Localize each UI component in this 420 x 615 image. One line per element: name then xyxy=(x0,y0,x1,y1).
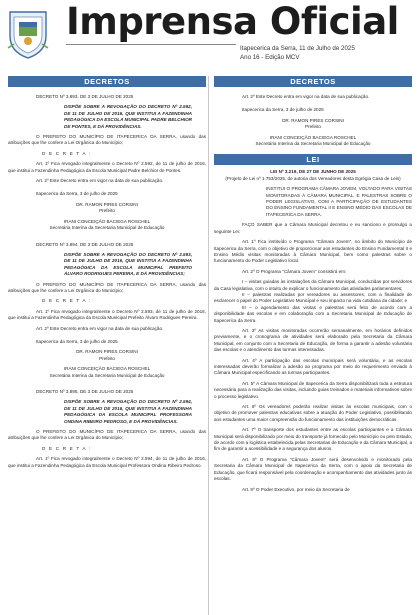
secretary-name: IRANI CONCEIÇÃO BACIEGA ROSCHEL xyxy=(63,218,151,224)
right-column xyxy=(214,76,412,493)
section-header-decretos: DECRETOS xyxy=(8,76,206,87)
secretary-name: IRANI CONCEIÇÃO BACIEGA ROSCHEL xyxy=(269,134,357,140)
mayor-role: Prefeito xyxy=(99,355,115,361)
law-number: LEI Nº 3.219, DE 27 DE JUNHO DE 2025 xyxy=(270,169,356,175)
decree-number: DECRETO Nº 3.894, DE 3 DE JULHO DE 2025 xyxy=(36,241,134,247)
decree-article-2: Art. 2º Este Decreto entra em vigor na data de sua publicação. xyxy=(36,325,164,331)
law-3219 xyxy=(214,169,412,492)
law-item-2: II – palestras realizadas por vereadores ou assessores, com a finalidade de esclarecer o papel do Poder Legislativo Municipal e seu impacto na vida cotidiana da cidade; e xyxy=(214,291,412,304)
law-article-2: Art. 2º O Programa "Câmara Jovem" consistirá em: xyxy=(242,268,347,274)
law-article-8: Art. 8º O Programa "Câmara Jovem" será desenvolvido e monitorado pela Secretaria da Câmara Municipal de Itapecerica da Serra, com o apoio da Secretaria de Educação, que ficará responsável pela coordenação e acompanhamento das atividades junto às escolas. xyxy=(214,456,412,482)
secretary-role: Secretária Interina da Secretaria Municipal de Educação xyxy=(49,225,165,231)
decree-date: Itapecerica da Serra, 3 de julho de 2025 xyxy=(242,107,324,113)
law-article-1: Art. 1º Fica instituído o Programa "Câmara Jovem", no âmbito do Município de Itapecerica da Serra, com o objetivo de proporcionar aos estudantes do Ensino Fundamental II e Ensino Médio visitas monitoradas à Câmara Municipal, bem como palestras sobre o funcionamento do Poder Legislativo local. xyxy=(214,239,412,264)
edition-number: Ano 16 - Edição MCV xyxy=(240,54,300,61)
mayor-role: Prefeito xyxy=(99,208,115,214)
decree-number: DECRETO Nº 3.895, DE 3 DE JULHO DE 2025 xyxy=(36,389,134,394)
decree-decreta: D E C R E T A : xyxy=(42,445,92,451)
mayor-name: DR. RAMON PIRES CORSINI xyxy=(76,349,138,355)
publication-title: Imprensa Oficial xyxy=(66,0,399,43)
law-article-3: Art. 3º As visitas monitoradas ocorrerão semanalmente, em horários definidos previamente, e o cronograma de atividades será elaborado pela Secretaria da Câmara Municipal, em conjunto com a Secretaria de Educação, de forma a garantir a adesão voluntária das escolas e o atendimento das turmas interessadas. xyxy=(214,327,412,353)
law-article-9: Art. 9º O Poder Executivo, por meio da Secretaria de xyxy=(242,486,350,492)
decree-decreta: D E C R E T A : xyxy=(42,150,92,156)
law-origin: (Projeto de Lei nº 1.753/2025, de autoria dos Vereadores desta Egrégia Casa de Leis) xyxy=(225,175,401,181)
law-article-5: Art. 5º A Câmara Municipal de Itapecerica da Serra disponibilizará toda a estrutura necessária para a realização das visitas, incluindo guias treinados e materiais informativos sobre o processo legislativo. xyxy=(214,380,412,399)
decree-article-1: Art. 1º Fica revogado integralmente o Decreto Nº 2.594, de 11 de julho de 2016, que institui a Fazendinha Pedagógica da Escola Municipal Professora Ondina Ribeiro Pedroso. xyxy=(8,456,206,468)
decree-date: Itapecerica da Serra, 3 de julho de 2025 xyxy=(36,191,118,197)
decree-preamble: O PREFEITO DO MUNICÍPIO DE ITAPECERICA DA SERRA, usando das atribuições que lhe confere a Lei Orgânica do Município; xyxy=(8,429,206,441)
decree-3893 xyxy=(8,94,206,232)
decree-article-2-cont: Art. 2º Este Decreto entra em vigor na data de sua publicação. xyxy=(242,94,370,99)
masthead-divider xyxy=(66,44,236,45)
decree-decreta: D E C R E T A : xyxy=(42,298,92,304)
decree-3895 xyxy=(8,389,206,469)
municipal-seal-icon xyxy=(6,8,50,60)
decree-article-1: Art. 1º Fica revogado integralmente o Decreto Nº 2.593, de 11 de julho de 2016, que institui a Fazendinha Pedagógica da Escola Municipal Prefeito Álvaro Rodrigues Pereira. xyxy=(8,308,206,321)
section-header-decretos-cont: DECRETOS xyxy=(214,76,412,87)
law-ementa: INSTITUI O PROGRAMA CÂMARA JOVEM, VOLTADO PARA VISITAS MONITORADAS À CÂMARA MUNICIPAL, E PALESTRAS SOBRE O PODER LEGISLATIVO, COM A PARTICIPAÇÃO DE ESTUDANTES DO ENSINO FUNDAMENTAL II E ENSINO MÉDIO DAS ESCOLAS DE ITAPECERICA DA SERRA. xyxy=(266,186,412,217)
decree-preamble: O PREFEITO DO MUNICÍPIO DE ITAPECERICA DA SERRA, usando das atribuições que lhe confere a Lei Orgânica do Município; xyxy=(8,134,206,146)
decree-article-1: Art. 1º Fica revogado integralmente o Decreto Nº 2.592, de 11 de julho de 2016, que institui a Fazendinha Pedagógica da Escola Municipal Padre Belchior de Pontes. xyxy=(8,161,206,173)
decree-date: Itapecerica da Serra, 3 de julho de 2025 xyxy=(36,338,118,344)
decree-ementa: DISPÕE SOBRE A REVOGAÇÃO DO DECRETO Nº 2.592, DE 11 DE JULHO DE 2016, QUE INSTITUI A FAZENDINHA PEDAGÓGICA DA ESCOLA MUNICIPAL PADRE BELCHIOR DE PONTES, E DÁ PROVIDÊNCIAS. xyxy=(64,104,192,129)
decree-ementa: DISPÕE SOBRE A REVOGAÇÃO DO DECRETO Nº 2.593, DE 11 DE JULHO DE 2016, QUE INSTITUI A FAZENDINHA PEDAGÓGICA DA ESCOLA MUNICIPAL PREFEITO ÁLVARO RODRIGUES PEREIRA, E DÁ PROVIDÊNCIAS; xyxy=(64,251,192,277)
law-article-4: Art. 4º A participação das escolas municipais será voluntária, e as escolas interessadas deverão formalizar a adesão ao programa por meio do requerimento enviado à Câmara Municipal especificando as turmas participantes. xyxy=(214,357,412,376)
decree-ementa: DISPÕE SOBRE A REVOGAÇÃO DO DECRETO Nº 2.594, DE 11 DE JULHO DE 2016, QUE INSTITUI A FAZENDINHA PEDAGÓGICA DA ESCOLA MUNICIPAL PROFESSORA ONDINA RIBEIRO PEDROSO, E DÁ PROVIDÊNCIAS. xyxy=(64,399,192,424)
law-article-6: Art. 6º Os vereadores poderão realizar visitas às escolas municipais, com o objetivo de promover palestras educativas sobre a atuação do Poder Legislativo, possibilitando aos estudantes uma maior compreensão do funcionamento das instituições democráticas. xyxy=(214,404,412,422)
secretary-name: IRANI CONCEIÇÃO BACIEGA ROSCHEL xyxy=(63,366,151,372)
decree-3894 xyxy=(8,242,206,380)
edition-date: Itapecerica da Serra, 11 de Julho de 2025 xyxy=(240,45,355,52)
section-header-lei: LEI xyxy=(214,154,412,165)
law-article-7: Art. 7º O transporte dos estudantes entre as escolas participantes e a Câmara Municipal será disponibilizado por meio do transporte já fornecido pelo Município ou pelo Estado, de acordo com a logística estabelecida pelas Secretarias de Educação e da Câmara Municipal, a fim de garantir a acessibilidade e a segurança dos alunos. xyxy=(214,427,412,452)
law-intro: FAÇO SABER que a Câmara Municipal decretou e eu sanciono e promulgo a seguinte Lei: xyxy=(214,222,412,234)
column-divider xyxy=(208,76,209,615)
decree-number: DECRETO Nº 3.893, DE 3 DE JULHO DE 2025 xyxy=(36,94,134,99)
mayor-name: DR. RAMON PIRES CORSINI xyxy=(282,117,344,123)
decree-preamble: O PREFEITO DO MUNICÍPIO DE ITAPECERICA DA SERRA, usando das atribuições que lhe confere a Lei Orgânica do Município; xyxy=(8,281,206,293)
law-item-1: I – visitas guiadas às instalações da Câmara Municipal, conduzidas por servidores da Casa legislativa, com o intuito de explicar o funcionamento das atividades parlamentares; xyxy=(214,279,412,291)
secretary-role: Secretária Interina da Secretaria Municipal de Educação xyxy=(255,141,371,147)
mayor-name: DR. RAMON PIRES CORSINI xyxy=(76,201,138,207)
left-column xyxy=(8,76,206,469)
masthead xyxy=(0,0,420,72)
decree-article-2: Art. 2º Este Decreto entra em vigor na data de sua publicação. xyxy=(36,178,164,184)
law-item-3: III – o agendamento das visitas e palestras será feito de acordo com a disponibilidade das escolas e em colaboração com a Secretaria Municipal de Educação de Itapecerica da Serra. xyxy=(214,304,412,323)
secretary-role: Secretária Interina da Secretaria Municipal de Educação xyxy=(49,372,165,378)
mayor-role: Prefeito xyxy=(305,124,321,130)
